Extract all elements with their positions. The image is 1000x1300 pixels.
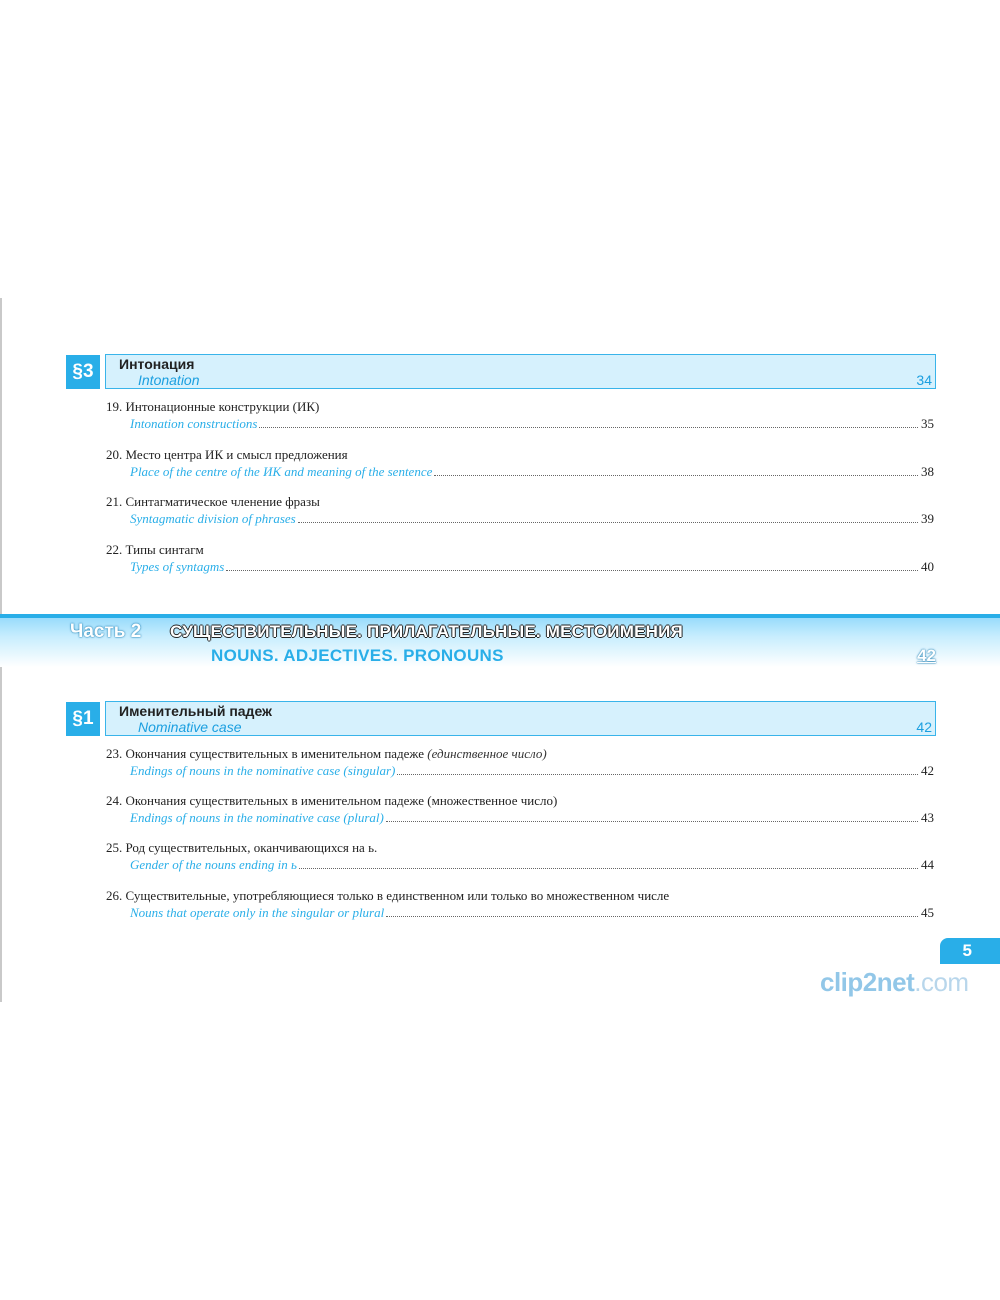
section-badge: §1 — [66, 702, 100, 736]
section-badge: §3 — [66, 355, 100, 389]
dot-leader — [434, 475, 918, 476]
toc-entry-title-ru: 24. Окончания существительных в именительном падеже (множественное число) — [106, 793, 558, 808]
toc-entry-page: 39 — [921, 511, 934, 526]
dot-leader — [298, 522, 918, 523]
toc-entry-page: 40 — [921, 559, 934, 574]
part-label: Часть 2 — [70, 621, 142, 642]
toc-entry[interactable] — [106, 746, 934, 782]
toc-entry-page: 43 — [921, 810, 934, 825]
clip2net-watermark — [820, 967, 969, 998]
toc-entry[interactable] — [106, 447, 934, 483]
part-header-band[interactable] — [0, 614, 1000, 667]
toc-entry-title-ru: 21. Синтагматическое членение фразы — [106, 494, 320, 509]
dot-leader — [386, 916, 918, 917]
dot-leader — [397, 774, 918, 775]
page-number-tab — [940, 938, 1000, 964]
watermark-domain: .com — [914, 967, 969, 997]
dot-leader — [299, 868, 918, 869]
section-title-en: Nominative case — [138, 719, 242, 735]
watermark-brand: clip2net — [820, 967, 915, 997]
toc-entry[interactable] — [106, 840, 934, 876]
toc-entry-title-ru: 25. Род существительных, оканчивающихся на ь. — [106, 840, 378, 855]
toc-entry-note: (единственное число) — [427, 746, 547, 761]
section-header-intonation[interactable] — [105, 354, 936, 389]
toc-entry-title-en: Types of syntagms — [130, 559, 225, 574]
toc-entry-title-ru: 19. Интонационные конструкции (ИК) — [106, 399, 320, 414]
toc-entry[interactable] — [106, 399, 934, 435]
section-title-ru: Именительный падеж — [119, 703, 272, 719]
dot-leader — [259, 427, 918, 428]
toc-entry-title-ru: 23. Окончания существительных в именительном падеже (единственное число) — [106, 746, 547, 761]
toc-entry-title-ru: 22. Типы синтагм — [106, 542, 204, 557]
section-title-ru: Интонация — [119, 356, 195, 372]
part-page-number: 42 — [917, 646, 936, 665]
toc-entry-page: 45 — [921, 905, 934, 920]
section-header-nominative[interactable] — [105, 701, 936, 736]
toc-entry-title-en: Syntagmatic division of phrases — [130, 511, 296, 526]
part-title-ru: СУЩЕСТВИТЕЛЬНЫЕ. ПРИЛАГАТЕЛЬНЫЕ. МЕСТОИМЕНИЯ — [170, 622, 683, 641]
toc-entry[interactable] — [106, 494, 934, 530]
dot-leader — [386, 821, 918, 822]
toc-entry-title-en: Place of the centre of the ИК and meaning of the sentence — [130, 464, 433, 479]
toc-entry-title-en: Endings of nouns in the nominative case (plural) — [130, 810, 384, 825]
page-number: 5 — [962, 941, 972, 960]
section-page-number: 34 — [916, 372, 932, 388]
toc-entry-title-ru: 26. Существительные, употребляющиеся только в единственном или только во множественном числе — [106, 888, 670, 903]
section-page-number: 42 — [916, 719, 932, 735]
toc-entry-page: 42 — [921, 763, 934, 778]
toc-entry-title-en: Gender of the nouns ending in ь — [130, 857, 297, 872]
toc-entry-page: 44 — [921, 857, 934, 872]
section-title-en: Intonation — [138, 372, 200, 388]
toc-entry-title-en: Endings of nouns in the nominative case (singular) — [130, 763, 396, 778]
toc-entry-title-en: Nouns that operate only in the singular or plural — [130, 905, 385, 920]
toc-entry[interactable] — [106, 793, 934, 829]
dot-leader — [226, 570, 918, 571]
toc-entry[interactable] — [106, 888, 934, 924]
toc-entry[interactable] — [106, 542, 934, 578]
toc-entry-page: 35 — [921, 416, 934, 431]
toc-entry-page: 38 — [921, 464, 934, 479]
toc-entry-title-en: Intonation constructions — [130, 416, 258, 431]
part-title-en: NOUNS. ADJECTIVES. PRONOUNS — [211, 646, 504, 665]
toc-entry-title-ru: 20. Место центра ИК и смысл предложения — [106, 447, 348, 462]
